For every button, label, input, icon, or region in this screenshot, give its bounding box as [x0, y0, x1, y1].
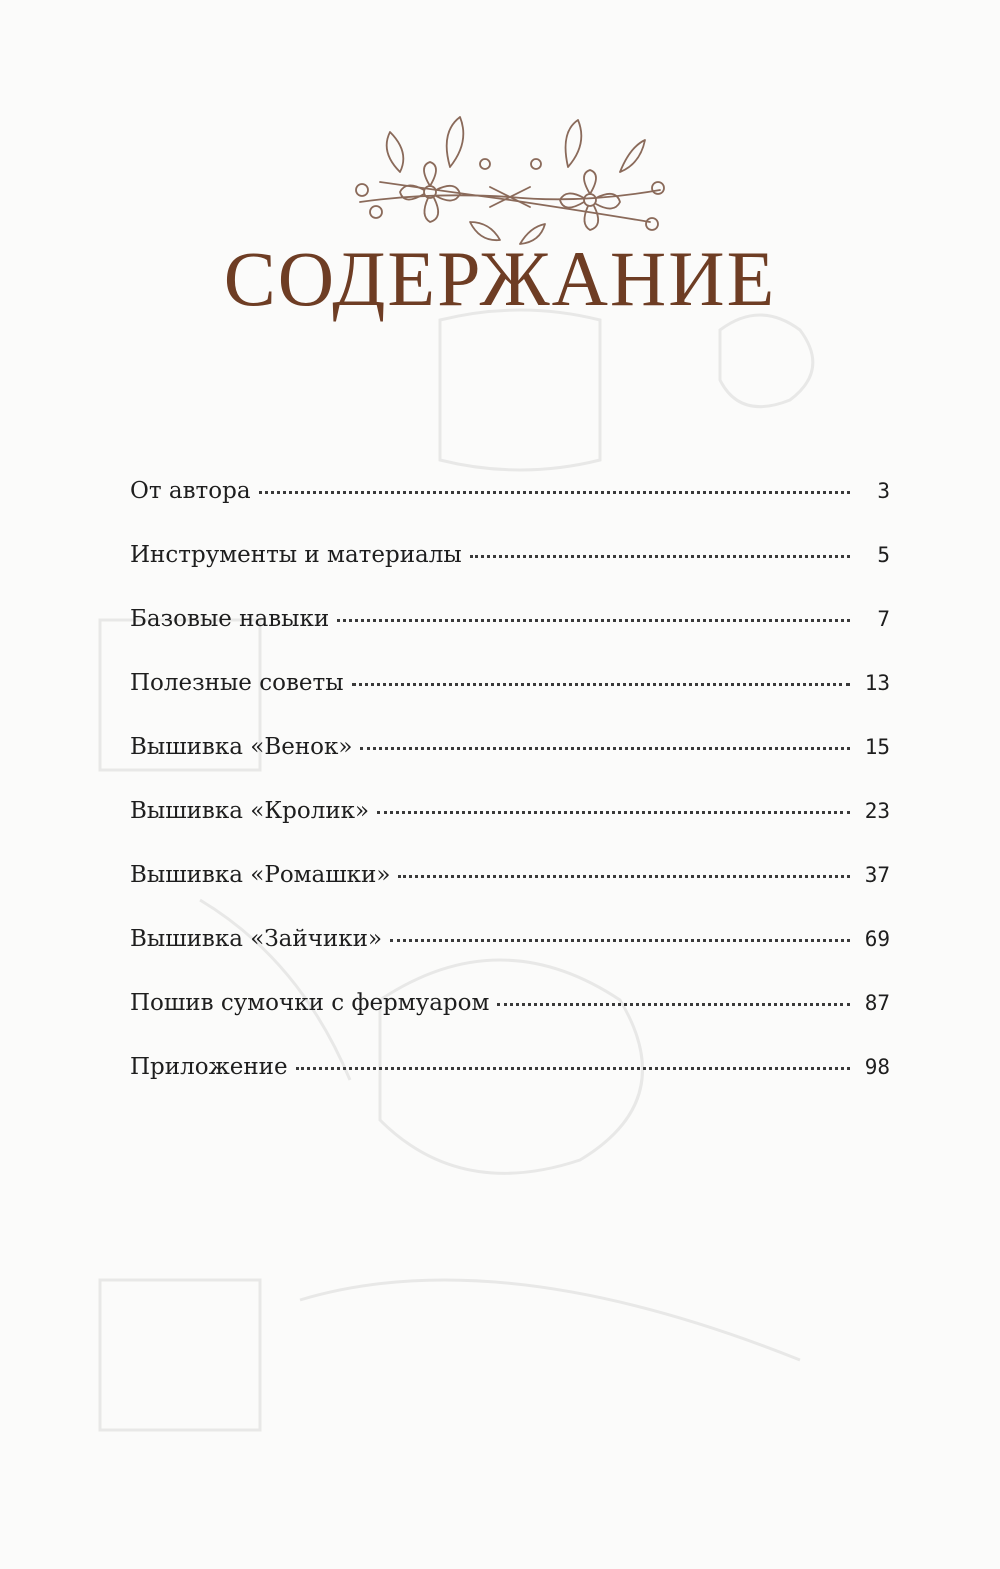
toc-entry-label: Вышивка «Ромашки» — [130, 862, 391, 888]
toc-entry-label: Полезные советы — [130, 670, 344, 696]
toc-entry-page: 7 — [877, 607, 890, 631]
toc-entry[interactable] — [130, 670, 890, 734]
toc-entry-page: 13 — [864, 671, 890, 695]
toc-leader-dots — [497, 1003, 850, 1006]
toc-entry-label: Базовые навыки — [130, 606, 330, 632]
toc-entry[interactable] — [130, 1054, 890, 1118]
toc-entry[interactable] — [130, 990, 890, 1054]
page-title: СОДЕРЖАНИЕ — [223, 235, 777, 322]
toc-entry-page: 23 — [864, 799, 890, 823]
toc-entry-page: 98 — [864, 1055, 890, 1079]
cherry-blossom-ornament-icon — [340, 112, 680, 252]
toc-leader-dots — [390, 939, 850, 942]
toc-leader-dots — [337, 619, 850, 622]
toc-leader-dots — [470, 555, 850, 558]
toc-leader-dots — [352, 683, 850, 686]
toc-entry-label: Приложение — [130, 1054, 288, 1080]
toc-entry[interactable] — [130, 478, 890, 542]
toc-entry-page: 69 — [864, 927, 890, 951]
toc-entry-label: Вышивка «Зайчики» — [130, 926, 383, 952]
table-of-contents — [130, 478, 890, 1118]
toc-entry-label: Вышивка «Кролик» — [130, 798, 370, 824]
toc-entry-page: 37 — [864, 863, 890, 887]
toc-entry-page: 5 — [877, 543, 890, 567]
toc-entry-page: 3 — [877, 479, 890, 503]
toc-leader-dots — [398, 875, 850, 878]
toc-entry-label: Инструменты и материалы — [130, 542, 462, 568]
toc-leader-dots — [259, 491, 850, 494]
toc-entry-label: Пошив сумочки с фермуаром — [130, 990, 490, 1016]
toc-entry[interactable] — [130, 542, 890, 606]
toc-entry-label: Вышивка «Венок» — [130, 734, 353, 760]
toc-entry-page: 87 — [864, 991, 890, 1015]
toc-leader-dots — [296, 1067, 850, 1070]
toc-entry-label: От автора — [130, 478, 251, 504]
toc-entry[interactable] — [130, 734, 890, 798]
toc-leader-dots — [377, 811, 850, 814]
toc-entry[interactable] — [130, 862, 890, 926]
toc-entry[interactable] — [130, 606, 890, 670]
toc-entry-page: 15 — [864, 735, 890, 759]
toc-entry[interactable] — [130, 798, 890, 862]
toc-leader-dots — [360, 747, 850, 750]
toc-entry[interactable] — [130, 926, 890, 990]
